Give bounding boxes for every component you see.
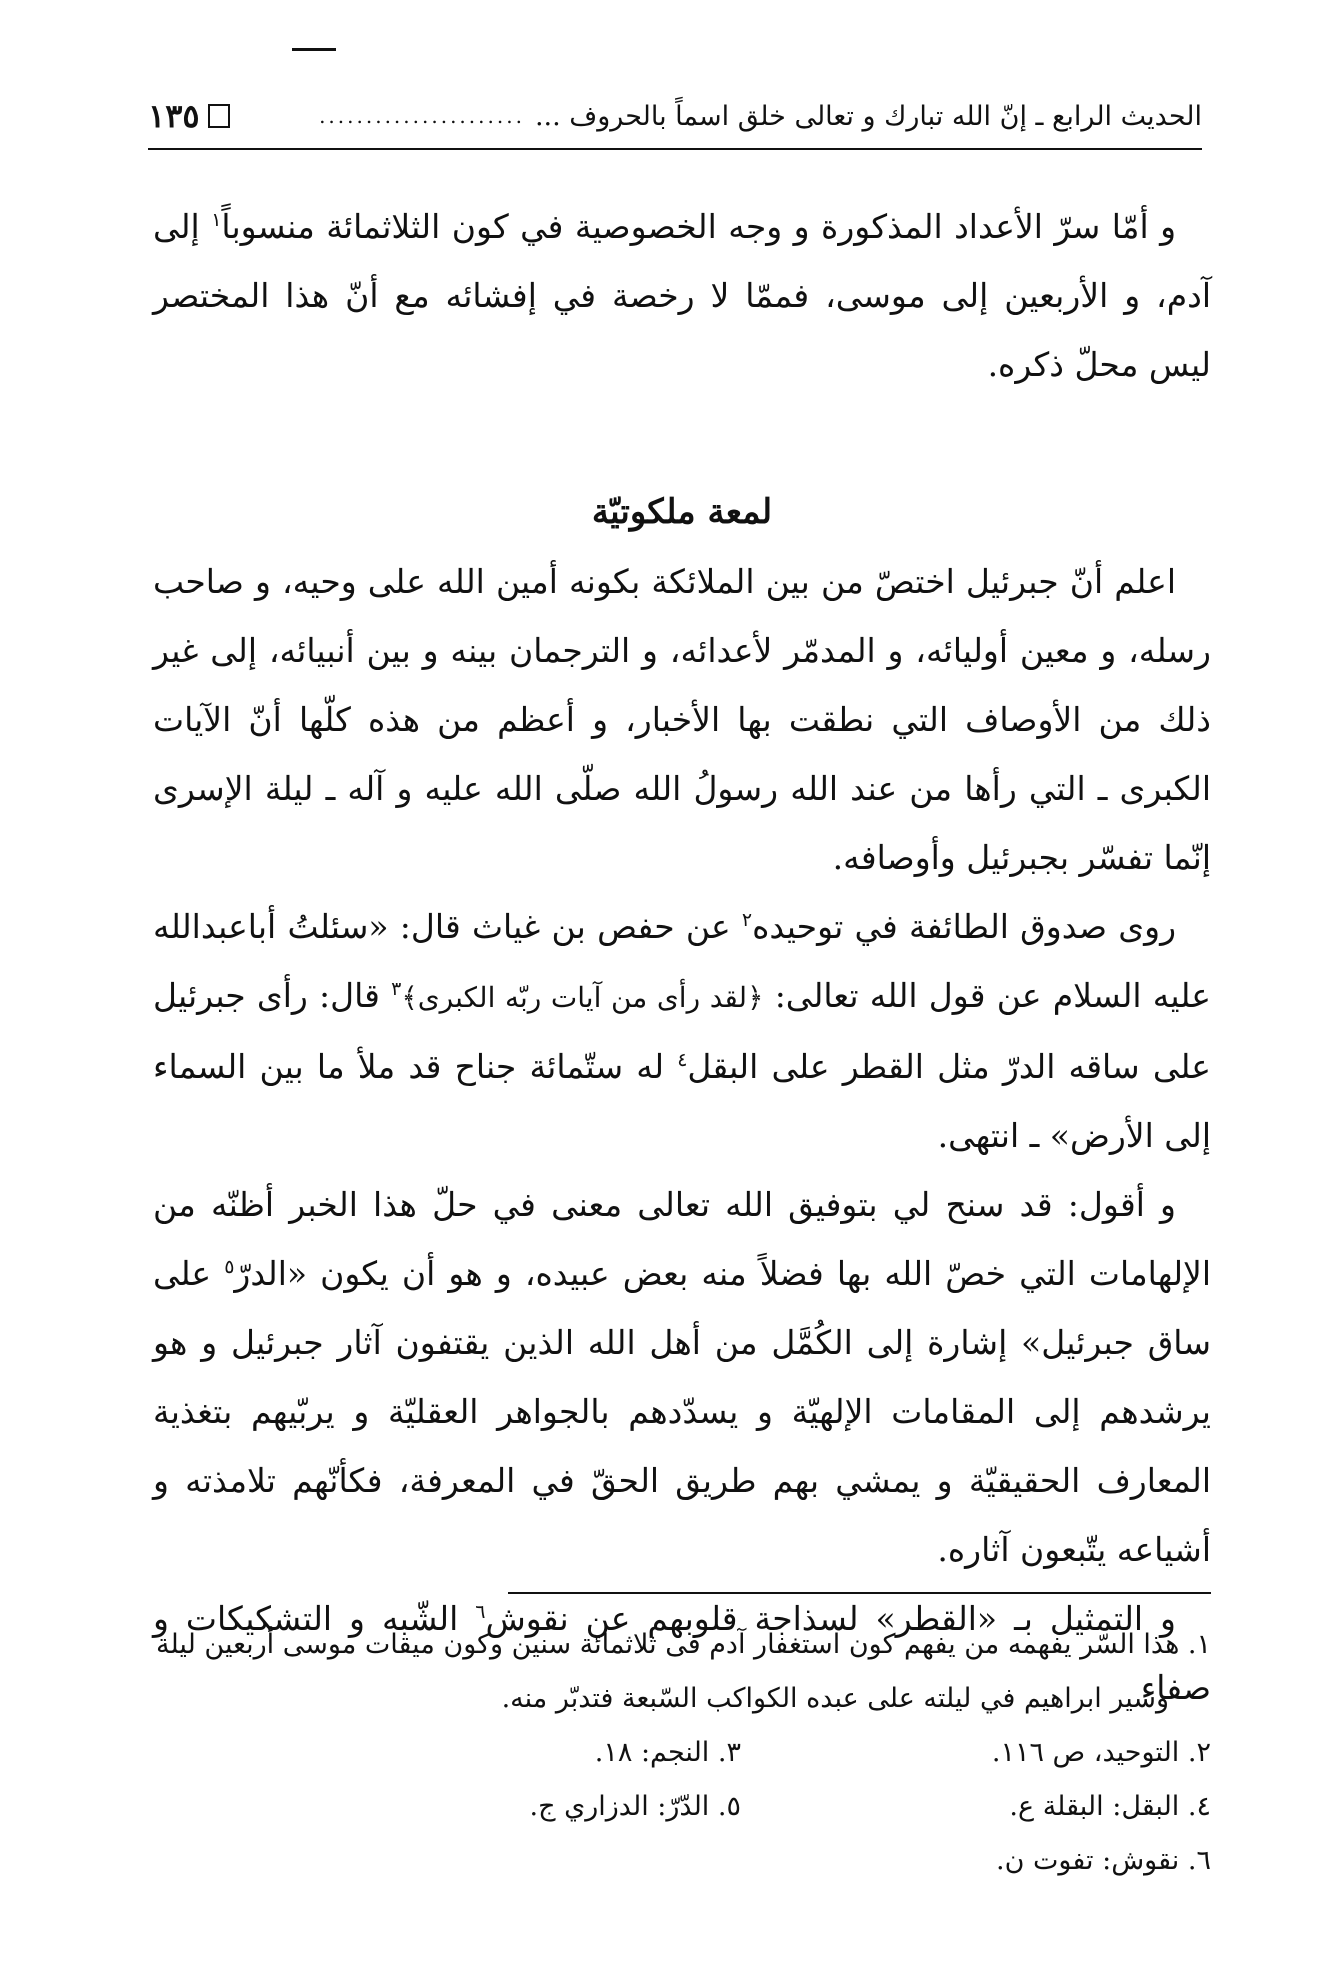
paragraph-3-text-c: قال: رأى جبرئيل على ساقه الدرّ مثل القطر على البقل [153,976,1211,1086]
footnote-ref-2: ٢ [741,909,753,931]
footnote-4: ٤. البقل: البقلة ع. [1009,1791,1211,1822]
footnote-5: ٥. الدّرّ: الدزاري ج. [529,1791,741,1822]
main-text [153,192,1211,1722]
header-rule [148,148,1202,150]
footnote-ref-1: ١ [211,209,222,231]
running-header [148,92,1202,140]
paragraph-3-text-d: له ستّمائة جناح قد ملأ ما بين السماء إلى الأرض» ـ انتهى. [153,1047,1211,1155]
paragraph-3 [153,892,1211,1170]
footnote-row-4-5 [153,1780,1211,1834]
paragraph-4 [153,1170,1211,1584]
quran-verse: ﴿لقد رأى من آيات ربّه الكبرى﴾ [401,981,764,1014]
paragraph-1 [153,192,1211,399]
paragraph-3-text-b: عن حفص بن غياث قال: «سئلتُ أباعبدالله عليه السلام عن قول الله تعالى: [153,907,1211,1015]
paragraph-4-text-b: على ساق جبرئيل» إشارة إلى الكُمَّل من أهل الله الذين يقتفون آثار جبرئيل و هو يرشدهم إلى المقامات الإلهيّة و يسدّدهم بالجواهر العقليّة و يربّيهم بتغذية المعارف الحقيقيّة و يمشي بهم طريق الحقّ في المعرفة، فكأنّهم تلامذته و أشياعه يتّبعون آثاره. [153,1254,1211,1569]
section-heading: لمعة ملكوتيّة [591,492,773,532]
footnote-row-2-3 [153,1726,1211,1780]
page-number: ١٣٥ [148,97,200,135]
footnote-1: ١. هذا السّر يفهمه من يفهم كون استغفار آدم فى ثلاثمائة سنين وكون ميقات موسى أربعين ليلة [156,1629,1211,1660]
header-title: الحديث الرابع ـ إنّ الله تبارك و تعالى خلق اسماً بالحروف ... [534,100,1202,132]
footnote-2: ٢. التوحيد، ص ١١٦. [991,1737,1211,1768]
header-box-icon [208,104,230,128]
paragraph-3-text-a: روى صدوق الطائفة في توحيده [752,907,1177,946]
header-leader-dots: ...................... [319,104,525,128]
footnote-ref-4: ٤ [677,1049,688,1071]
footnotes [153,1618,1211,1888]
paragraph-5-text-b: الشّبه و التشكيكات و صفاء [153,1599,1211,1707]
footnote-3: ٣. النجم: ١٨. [594,1737,741,1768]
paragraph-4-text-a: و أقول: قد سنح لي بتوفيق الله تعالى معنى في حلّ هذا الخبر أظنّه من الإلهامات التي خصّ الله بها فضلاً منه بعض عبيده، و هو أن يكون «الدرّ [153,1185,1211,1293]
paragraph-1-text-b: إلى آدم، و الأربعين إلى موسى، فممّا لا رخصة في إفشائه مع أنّ هذا المختصر ليس محلّ ذكره. [153,207,1211,384]
paragraph-5-text-a: و التمثيل بـ «القطر» لسذاجة قلوبهم عن نقوش [485,1599,1176,1638]
footnote-ref-5: ٥ [224,1256,235,1278]
footnote-6: ٦. نقوش: تفوت ن. [996,1845,1211,1876]
footnote-1-continued: وسير ابراهيم في ليلته على عبده الكواكب السّبعة فتدبّر منه. [501,1683,1169,1714]
footnote-rule [508,1592,1211,1594]
footnote-ref-6: ٦ [475,1601,486,1623]
paragraph-1-text: و أمّا سرّ الأعداد المذكورة و وجه الخصوصية في كون الثلاثمائة منسوباً [221,207,1177,246]
top-dash [292,48,336,51]
footnote-ref-3: ٣ [391,978,402,1000]
paragraph-2: اعلم أنّ جبرئيل اختصّ من بين الملائكة بكونه أمين الله على وحيه، و صاحب رسله، و معين أوليائه، و المدمّر لأعدائه، و الترجمان بينه و بين أنبيائه، إلى غير ذلك من الأوصاف التي نطقت بها الأخبار، و أعظم من هذه كلّها أنّ الآيات الكبرى ـ التي رأها من عند الله رسولُ الله صلّى الله عليه و آله ـ ليلة الإسرى إنّما تفسّر بجبرئيل وأوصافه. [153,562,1211,877]
